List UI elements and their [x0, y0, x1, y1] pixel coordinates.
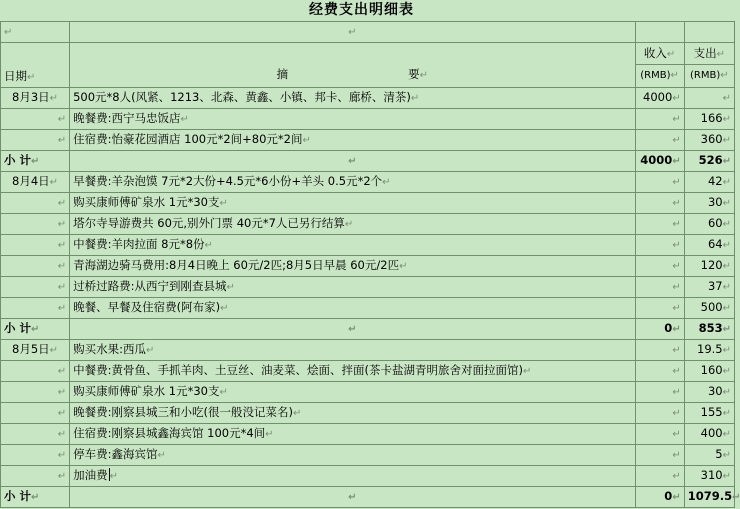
desc-cell-text: 加油费 [73, 468, 108, 482]
expense-cell-text: 37 [707, 279, 723, 293]
income-cell[interactable]: 4000↵ [635, 151, 684, 172]
desc-cell-text: 停车费:鑫海宾馆 [73, 447, 158, 461]
table-row [1, 361, 735, 382]
income-cell[interactable]: ↵ [635, 172, 684, 193]
date-cell[interactable]: 小 计↵ [1, 151, 70, 172]
date-cell[interactable]: ↵ [1, 130, 70, 151]
date-cell[interactable]: ↵ [1, 235, 70, 256]
desc-cell[interactable]: 中餐费:黄骨鱼、手抓羊肉、土豆丝、油麦菜、烩面、拌面(茶卡盐湖青明旅舍对面拉面馆)↵ [70, 361, 635, 382]
desc-cell[interactable]: 住宿费:刚察县城鑫海宾馆 100元*4间↵ [70, 424, 635, 445]
date-header-cell[interactable]: 日期↵ [1, 43, 70, 88]
income-cell[interactable]: ↵ [635, 445, 684, 466]
desc-cell[interactable]: 500元*8人(风紧、1213、北森、黄鑫、小镇、邦卡、廊桥、清茶)↵ [70, 88, 635, 109]
desc-cell[interactable]: 过桥过路费:从西宁到刚查县城↵ [70, 277, 635, 298]
expense-cell-text: 1079.5 [687, 489, 733, 503]
sheet-title: 经费支出明细表 [309, 2, 414, 18]
expense-cell-text: 160 [700, 363, 723, 377]
desc-cell[interactable]: 晚餐、早餐及住宿费(阿布家)↵ [70, 298, 635, 319]
table-row [1, 193, 735, 214]
expense-unit: (RMB) [690, 70, 721, 81]
expense-cell[interactable]: 120↵ [684, 256, 734, 277]
expense-cell-text: 42 [707, 174, 723, 188]
income-cell[interactable]: ↵ [635, 193, 684, 214]
date-cell[interactable]: ↵ [1, 361, 70, 382]
income-cell[interactable]: ↵ [635, 361, 684, 382]
table-row [1, 109, 735, 130]
header-row [1, 43, 735, 65]
expense-cell-text: 120 [700, 258, 723, 272]
date-cell[interactable]: ↵ [1, 403, 70, 424]
expense-cell-text: 526 [698, 153, 723, 167]
expense-cell[interactable]: 37↵ [684, 277, 734, 298]
income-header: 收入 [643, 45, 667, 60]
income-cell[interactable]: 0↵ [635, 319, 684, 340]
table-row [1, 298, 735, 319]
desc-cell-text: 住宿费:怡豪花园酒店 100元*2间+80元*2间 [73, 132, 303, 146]
expense-header-cell[interactable]: 支出↵ [684, 43, 734, 65]
desc-cell[interactable]: ↵ [70, 319, 635, 340]
expense-header: 支出 [693, 45, 717, 60]
expense-cell-text: 166 [700, 111, 723, 125]
income-cell[interactable]: ↵ [635, 235, 684, 256]
table-row [1, 340, 735, 361]
expense-cell[interactable]: 1079.5↵ [684, 487, 734, 508]
desc-cell[interactable]: 加油费 ↵ [70, 466, 635, 487]
expense-cell-text: 500 [700, 300, 723, 314]
income-cell[interactable]: ↵ [635, 403, 684, 424]
income-cell[interactable]: ↵ [635, 298, 684, 319]
income-cell[interactable]: ↵ [635, 424, 684, 445]
table-row [1, 424, 735, 445]
date-cell[interactable]: ↵ [1, 214, 70, 235]
date-cell[interactable]: 8月3日↵ [1, 88, 70, 109]
date-cell-text: 小 计 [4, 321, 32, 335]
header-cell[interactable] [635, 22, 684, 43]
expense-cell[interactable]: ↵ [684, 88, 734, 109]
desc-cell-text: 晚餐费:西宁马忠饭店 [73, 111, 181, 125]
subtotal-row [1, 319, 735, 340]
date-cell-text: 小 计 [4, 153, 32, 167]
expense-cell[interactable]: 64↵ [684, 235, 734, 256]
expense-cell[interactable]: 19.5↵ [684, 340, 734, 361]
desc-cell-text: 中餐费:黄骨鱼、手抓羊肉、土豆丝、油麦菜、烩面、拌面(茶卡盐湖青明旅舍对面拉面馆) [73, 363, 523, 377]
desc-cell[interactable]: 晚餐费:刚察县城三和小吃(很一般没记菜名)↵ [70, 403, 635, 424]
desc-cell[interactable]: 停车费:鑫海宾馆↵ [70, 445, 635, 466]
expense-cell-text: 853 [698, 321, 723, 335]
desc-cell[interactable]: 塔尔寺导游费共 60元,别外门票 40元*7人已另行结算↵ [70, 214, 635, 235]
date-cell-text: 小 计 [4, 489, 32, 503]
desc-cell-text: 塔尔寺导游费共 60元,别外门票 40元*7人已另行结算 [73, 216, 345, 230]
date-cell[interactable]: ↵ [1, 256, 70, 277]
expense-cell-text: 64 [707, 237, 723, 251]
date-cell-text: 8月3日 [12, 90, 50, 104]
header-cell[interactable]: ↵ [70, 22, 635, 43]
expense-cell[interactable]: 30↵ [684, 382, 734, 403]
table-row [1, 214, 735, 235]
table-row [1, 130, 735, 151]
desc-header-left: 摘 [276, 67, 289, 81]
income-cell[interactable]: 0↵ [635, 487, 684, 508]
desc-cell-text: 过桥过路费:从西宁到刚查县城 [73, 279, 227, 293]
desc-cell-text: 住宿费:刚察县城鑫海宾馆 100元*4间 [73, 426, 266, 440]
header-cell[interactable]: ↵ [1, 22, 70, 43]
date-cell[interactable]: ↵ [1, 298, 70, 319]
desc-cell[interactable]: 购买康师傅矿泉水 1元*30支↵ [70, 193, 635, 214]
desc-cell-text: 购买康师傅矿泉水 1元*30支 [73, 384, 220, 398]
expense-cell[interactable]: 500↵ [684, 298, 734, 319]
desc-cell[interactable]: 中餐费:羊肉拉面 8元*8份↵ [70, 235, 635, 256]
desc-cell[interactable]: 购买康师傅矿泉水 1元*30支↵ [70, 382, 635, 403]
date-cell[interactable]: ↵ [1, 193, 70, 214]
desc-cell-text: 晚餐、早餐及住宿费(阿布家) [73, 300, 221, 314]
date-cell[interactable]: 8月5日↵ [1, 340, 70, 361]
income-cell[interactable]: ↵ [635, 256, 684, 277]
date-cell[interactable]: ↵ [1, 382, 70, 403]
income-cell[interactable]: ↵ [635, 109, 684, 130]
desc-cell[interactable]: 青海湖边骑马费用:8月4日晚上 60元/2匹;8月5日早晨 60元/2匹↵ [70, 256, 635, 277]
date-cell[interactable]: ↵ [1, 466, 70, 487]
desc-cell-text: 早餐费:羊杂泡馍 7元*2大份+4.5元*6小份+羊头 0.5元*2个 [73, 174, 383, 188]
expense-cell[interactable]: 166↵ [684, 109, 734, 130]
desc-cell-text: 500元*8人(风紧、1213、北森、黄鑫、小镇、邦卡、廊桥、清茶) [73, 90, 411, 104]
desc-cell-text: 晚餐费:刚察县城三和小吃(很一般没记菜名) [73, 405, 293, 419]
table-row [1, 277, 735, 298]
income-cell[interactable]: 4000↵ [635, 88, 684, 109]
date-cell[interactable]: 8月4日↵ [1, 172, 70, 193]
desc-cell[interactable]: 早餐费:羊杂泡馍 7元*2大份+4.5元*6小份+羊头 0.5元*2个↵ [70, 172, 635, 193]
date-cell[interactable]: ↵ [1, 424, 70, 445]
desc-cell[interactable]: ↵ [70, 487, 635, 508]
income-header-cell[interactable]: 收入↵ [635, 43, 684, 65]
expense-cell[interactable]: 526↵ [684, 151, 734, 172]
expense-cell-text: 30 [707, 195, 723, 209]
expense-cell-text: 155 [700, 405, 723, 419]
income-cell-text: 0 [664, 489, 673, 503]
income-cell[interactable]: ↵ [635, 382, 684, 403]
desc-header-cell[interactable]: 摘 要↵ [70, 43, 635, 88]
date-cell-text: 8月5日 [12, 342, 50, 356]
income-cell[interactable]: ↵ [635, 214, 684, 235]
income-cell[interactable]: ↵ [635, 466, 684, 487]
expense-cell[interactable]: 155↵ [684, 403, 734, 424]
expense-cell[interactable]: 400↵ [684, 424, 734, 445]
desc-cell-text: 中餐费:羊肉拉面 8元*8份 [73, 237, 205, 251]
date-cell[interactable]: 小 计↵ [1, 487, 70, 508]
income-unit: (RMB) [640, 70, 671, 81]
table-row [1, 466, 735, 487]
expense-cell-text: 60 [707, 216, 723, 230]
table-row [1, 256, 735, 277]
expense-cell[interactable]: 5↵ [684, 445, 734, 466]
subtotal-row [1, 151, 735, 172]
desc-cell[interactable]: 住宿费:怡豪花园酒店 100元*2间+80元*2间↵ [70, 130, 635, 151]
table-row [1, 235, 735, 256]
desc-cell-text: 购买水果:西瓜 [73, 342, 146, 356]
expense-unit-cell[interactable]: (RMB)↵ [684, 65, 734, 88]
expense-cell-text: 360 [700, 132, 723, 146]
date-cell-text: 8月4日 [12, 174, 50, 188]
header-spacer-row [1, 22, 735, 43]
income-cell-text: 0 [664, 321, 673, 335]
income-cell-text: 4000 [643, 90, 673, 104]
expense-cell[interactable]: 360↵ [684, 130, 734, 151]
date-cell[interactable]: 小 计↵ [1, 319, 70, 340]
expense-cell[interactable]: 853↵ [684, 319, 734, 340]
desc-cell[interactable]: ↵ [70, 151, 635, 172]
desc-cell[interactable]: 购买水果:西瓜↵ [70, 340, 635, 361]
income-cell[interactable]: ↵ [635, 130, 684, 151]
table-row [1, 403, 735, 424]
income-cell-text: 4000 [640, 153, 673, 167]
expense-cell[interactable]: 310↵ [684, 466, 734, 487]
header-cell[interactable] [684, 22, 734, 43]
table-row [1, 382, 735, 403]
desc-cell[interactable]: 晚餐费:西宁马忠饭店↵ [70, 109, 635, 130]
desc-cell-text: 青海湖边骑马费用:8月4日晚上 60元/2匹;8月5日早晨 60元/2匹 [73, 258, 400, 272]
table-row [1, 172, 735, 193]
expense-cell-text: 30 [707, 384, 723, 398]
expense-cell[interactable]: 60↵ [684, 214, 734, 235]
subtotal-row [1, 487, 735, 508]
expense-table [0, 21, 740, 508]
income-cell[interactable]: ↵ [635, 340, 684, 361]
expense-cell[interactable]: 30↵ [684, 193, 734, 214]
expense-cell-text: 310 [700, 468, 723, 482]
date-header: 日期 [4, 69, 27, 83]
expense-cell[interactable]: 160↵ [684, 361, 734, 382]
date-cell[interactable]: ↵ [1, 277, 70, 298]
expense-cell[interactable]: 42↵ [684, 172, 734, 193]
income-unit-cell[interactable]: (RMB)↵ [635, 65, 684, 88]
table-row [1, 88, 735, 109]
table-row [1, 445, 735, 466]
desc-cell-text: 购买康师傅矿泉水 1元*30支 [73, 195, 220, 209]
expense-cell-text: 19.5 [697, 342, 723, 356]
expense-cell-text: 400 [700, 426, 723, 440]
date-cell[interactable]: ↵ [1, 445, 70, 466]
expense-cell-text: 5 [715, 447, 723, 461]
income-cell[interactable]: ↵ [635, 277, 684, 298]
desc-header-right: 要 [408, 67, 420, 81]
date-cell[interactable]: ↵ [1, 109, 70, 130]
